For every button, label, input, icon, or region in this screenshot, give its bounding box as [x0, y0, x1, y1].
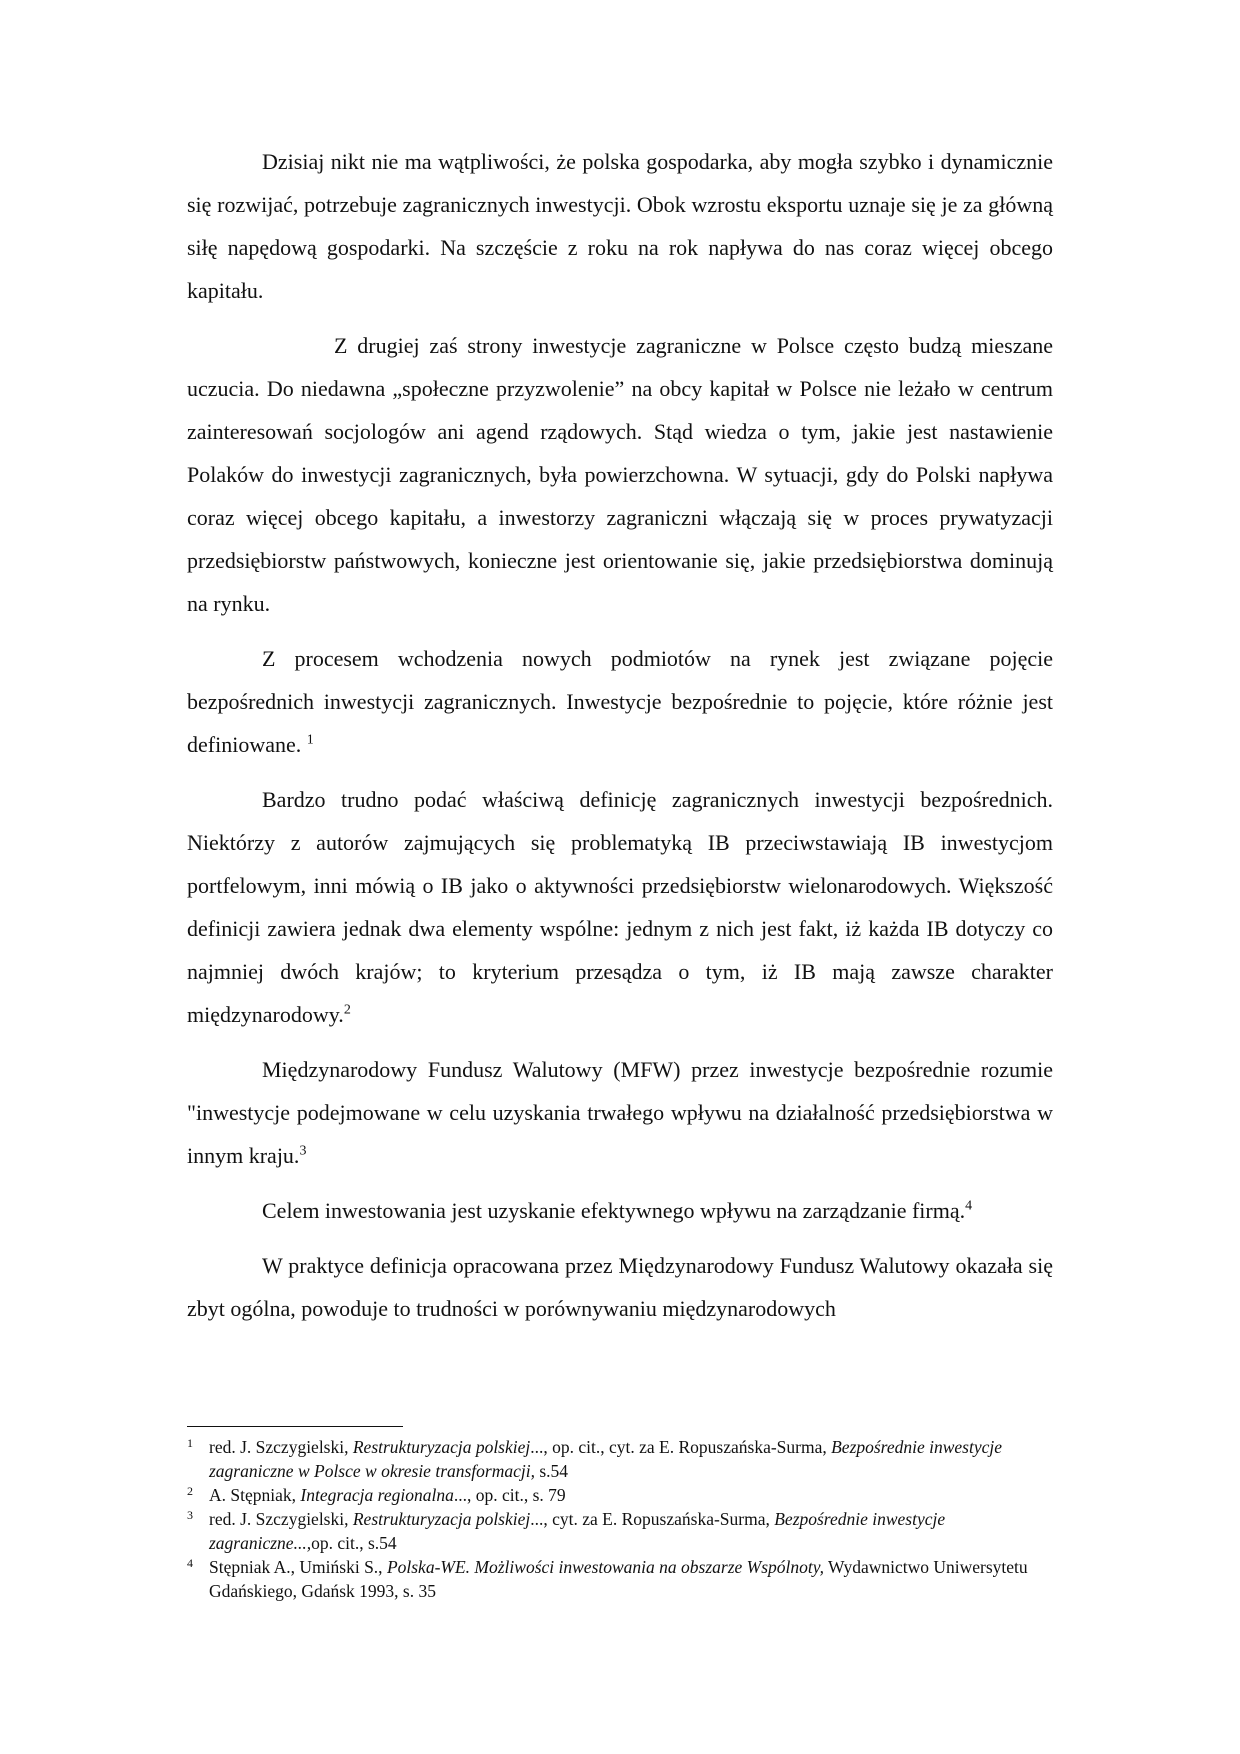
footnote: 2 A. Stępniak, Integracja regionalna..., op. cit., s. 79	[187, 1483, 1053, 1507]
paragraph: Bardzo trudno podać właściwą definicję zagranicznych inwestycji bezpośrednich. Niektórzy z autorów zajmujących się problematyką IB przeciwstawiają IB inwestycjom portfelowym, inni mówią o IB jako o aktywności przedsiębiorstw wielonarodowych. Większość definicji zawiera jednak dwa elementy wspólne: jednym z nich jest fakt, iż każda IB dotyczy co najmniej dwóch krajów; to kryterium przesądza o tym, iż IB mają zawsze charakter międzynarodowy.$^2$	[187, 787, 1053, 1027]
footnote-ref[interactable]: 3	[299, 1143, 307, 1159]
footnote-ref[interactable]: 4	[965, 1198, 973, 1214]
footnote-separator	[187, 1426, 403, 1427]
paragraph: Dzisiaj nikt nie ma wątpliwości, że polska gospodarka, aby mogła szybko i dynamicznie się rozwijać, potrzebuje zagranicznych inwestycji. Obok wzrostu eksportu uznaje się je za główną siłę napędową gospodarki. Na szczęście z roku na rok napływa do nas coraz więcej obcego kapitału.	[187, 149, 1053, 303]
footnote-ref[interactable]: 1	[306, 732, 314, 748]
footnote: 1 red. J. Szczygielski, Restrukturyzacja polskiej..., op. cit., cyt. za E. Ropuszańska-Surma, Bezpośrednie inwestycje zagraniczne w Polsce w okresie transformacji, s.54	[187, 1435, 1053, 1483]
document-body	[187, 140, 1053, 1342]
footnote-number: 3	[187, 1508, 193, 1522]
footnote-number: 2	[187, 1484, 193, 1498]
footnote-number: 1	[187, 1436, 193, 1450]
paragraph: Z procesem wchodzenia nowych podmiotów na rynek jest związane pojęcie bezpośrednich inwestycji zagranicznych. Inwestycje bezpośrednie to pojęcie, które różnie jest definiowane. $^1$	[187, 646, 1053, 757]
footnotes	[187, 1426, 1053, 1603]
footnote: 4 Stępniak A., Umiński S., Polska-WE. Możliwości inwestowania na obszarze Wspólnoty, Wydawnictwo Uniwersytetu Gdańskiego, Gdańsk 1993, s. 35	[187, 1555, 1053, 1603]
paragraph: W praktyce definicja opracowana przez Międzynarodowy Fundusz Walutowy okazała się zbyt ogólna, powoduje to trudności w porównywaniu międzynarodowych	[187, 1253, 1053, 1321]
footnote-ref[interactable]: 2	[343, 1002, 351, 1018]
paragraph: Międzynarodowy Fundusz Walutowy (MFW) przez inwestycje bezpośrednie rozumie "inwestycje podejmowane w celu uzyskania trwałego wpływu na działalność przedsiębiorstwa w innym kraju.$^3$	[187, 1057, 1053, 1168]
paragraph: Celem inwestowania jest uzyskanie efektywnego wpływu na zarządzanie firmą.$^4$	[262, 1198, 973, 1223]
paragraph: Z drugiej zaś strony inwestycje zagraniczne w Polsce często budzą mieszane uczucia. Do niedawna „społeczne przyzwolenie” na obcy kapitał w Polsce nie leżało w centrum zainteresowań socjologów ani agend rządowych. Stąd wiedza o tym, jakie jest nastawienie Polaków do inwestycji zagranicznych, była powierzchowna. W sytuacji, gdy do Polski napływa coraz więcej obcego kapitału, a inwestorzy zagraniczni włączają się w proces prywatyzacji przedsiębiorstw państwowych, konieczne jest orientowanie się, jakie przedsiębiorstwa dominują na rynku.	[187, 333, 1053, 616]
footnote-number: 4	[187, 1556, 193, 1570]
footnote: 3 red. J. Szczygielski, Restrukturyzacja polskiej..., cyt. za E. Ropuszańska-Surma, Bezpośrednie inwestycje zagraniczne...,op. cit., s.54	[187, 1507, 1053, 1555]
